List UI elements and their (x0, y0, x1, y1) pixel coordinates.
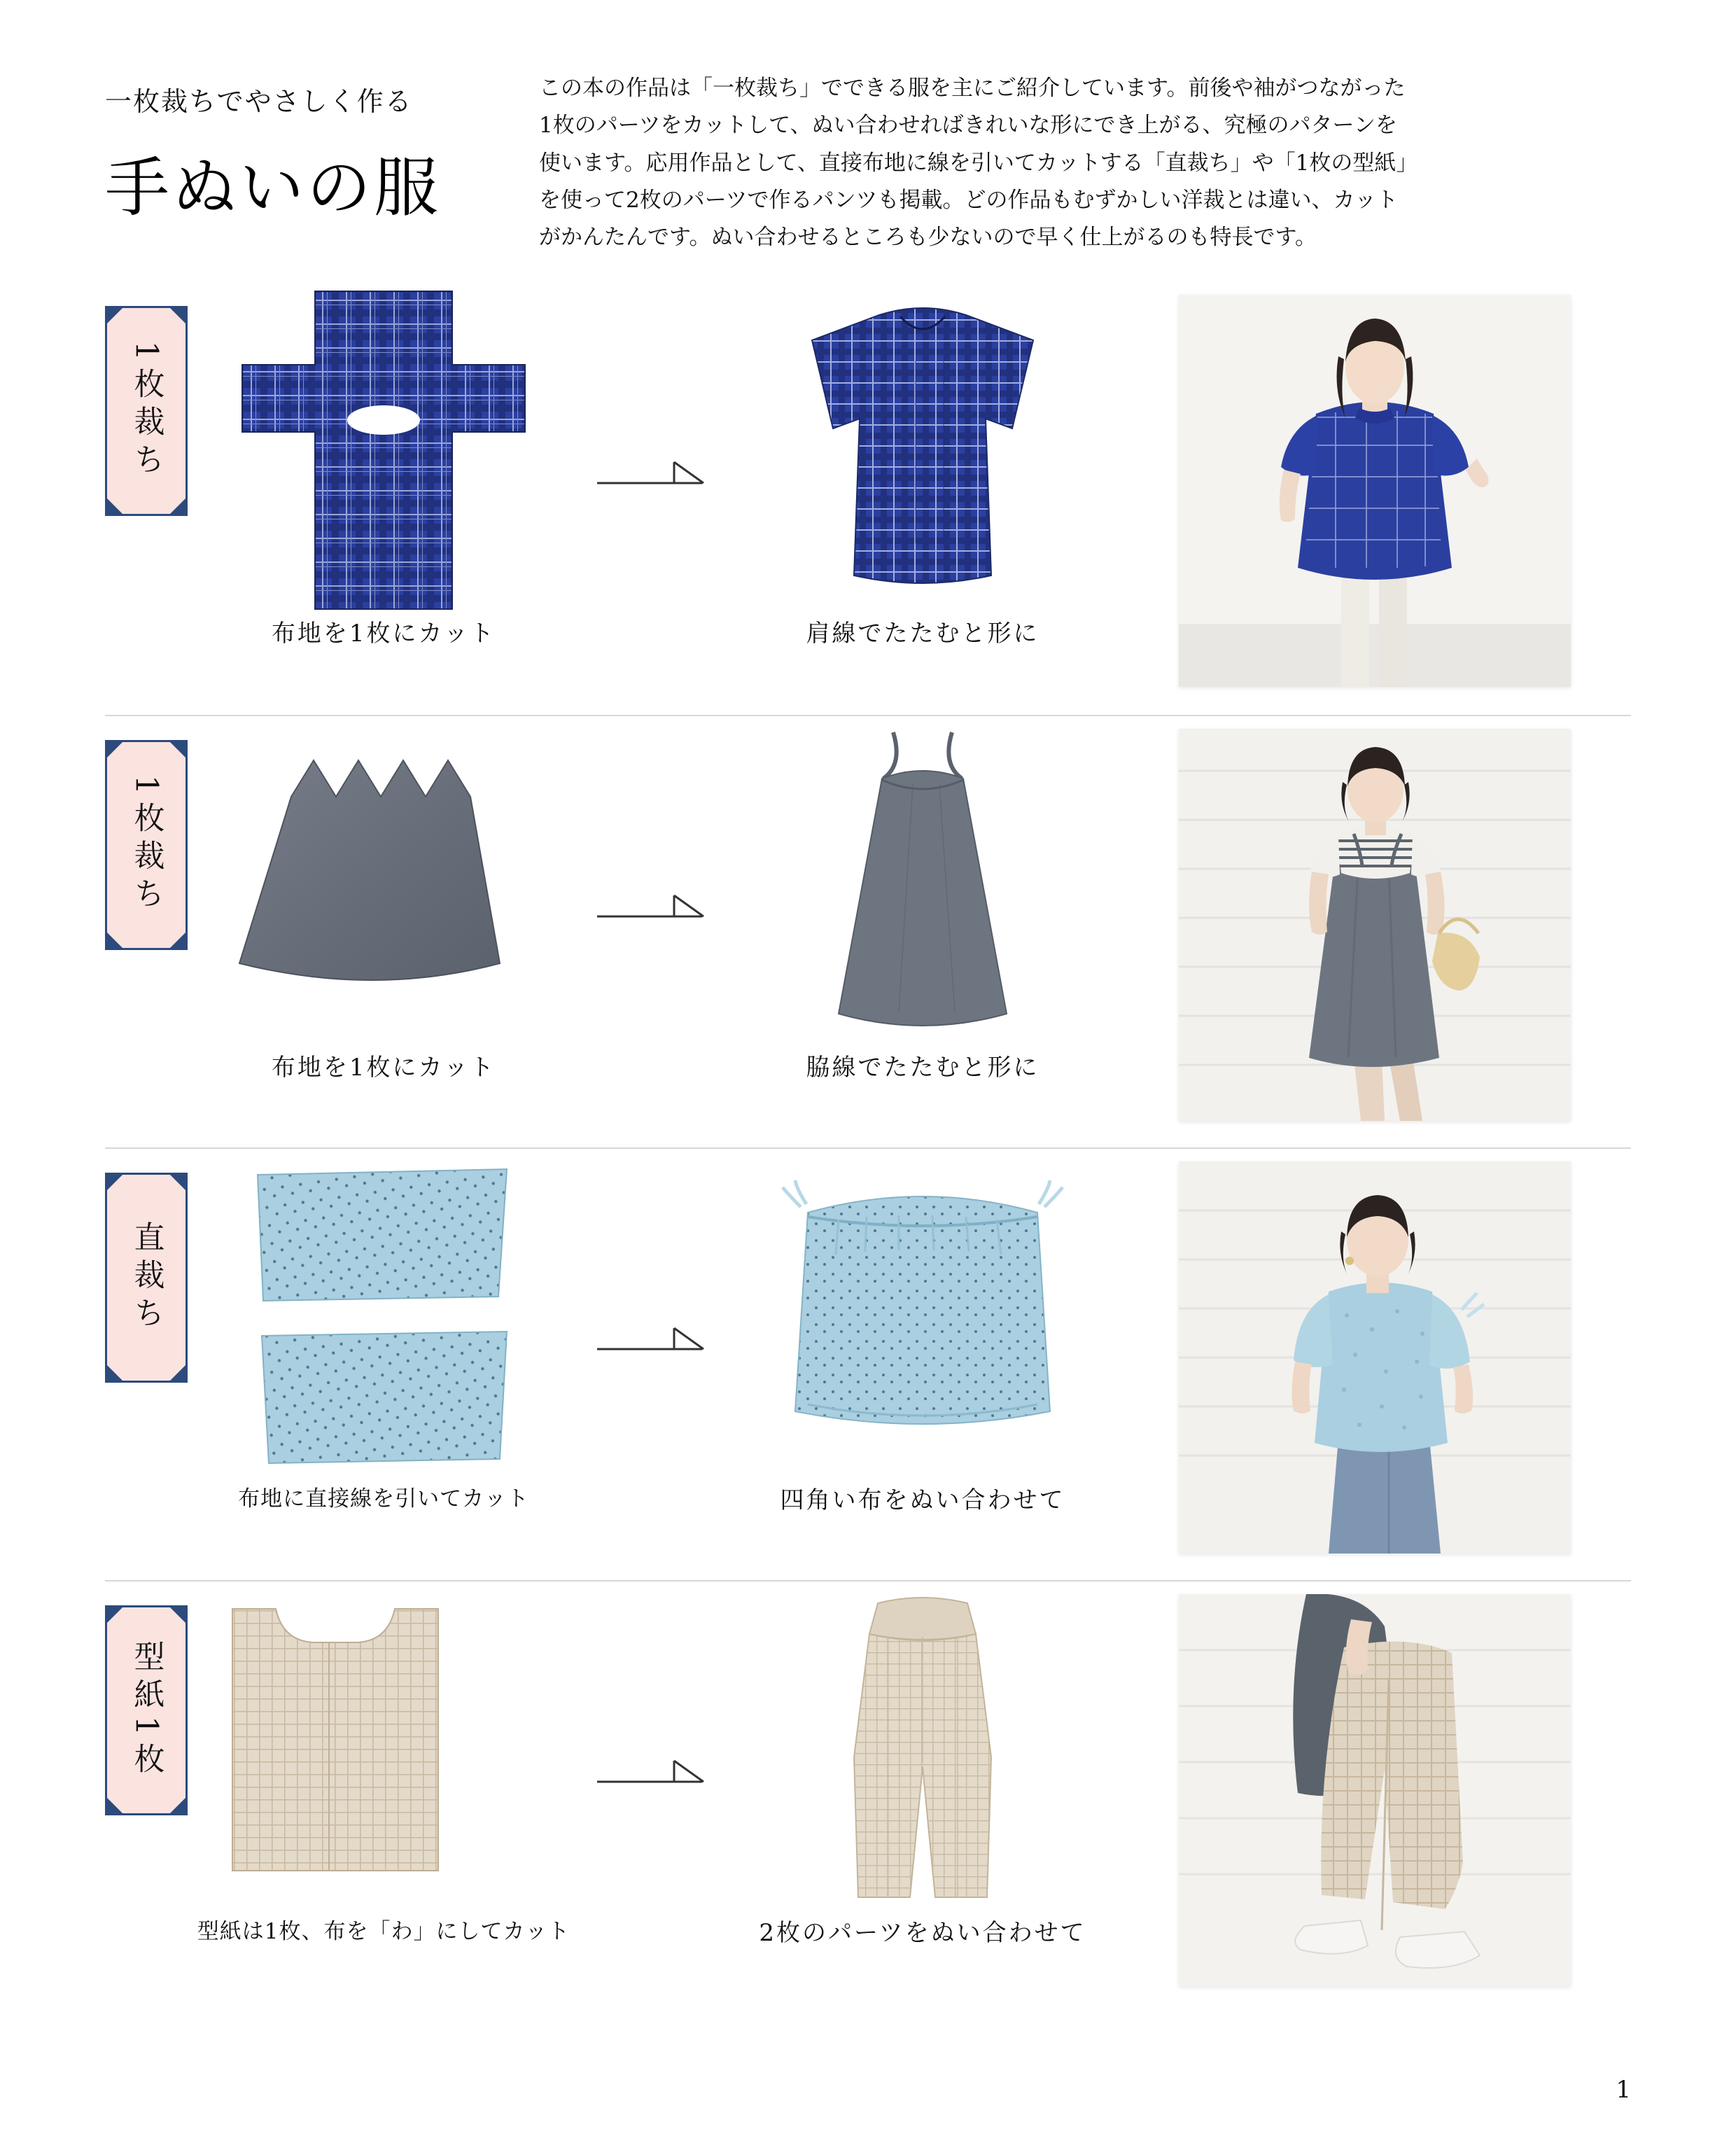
page-title: 手ぬいの服 (105, 151, 442, 225)
sewn-garment-caption: 四角い布をぬい合わせて (780, 1486, 1065, 1514)
sewn-garment-cell (727, 1582, 1119, 2013)
corner-ornament-icon (107, 742, 122, 758)
row-tag-label: 直裁ち (128, 1220, 164, 1334)
row-one-pattern-pants (105, 1580, 1631, 2013)
page-subtitle: 一枚裁ちでやさしく作る (105, 86, 413, 117)
corner-ornament-icon (170, 1175, 186, 1190)
corner-ornament-icon (107, 308, 122, 323)
intro-line: 1枚のパーツをカットして、ぬい合わせればきれいな形にでき上がる、究極のパターンを (539, 113, 1397, 139)
plaid-tunic-flat-pattern (237, 282, 531, 611)
flat-pattern-cell (188, 282, 580, 715)
two-blue-rectangles-flat (237, 1149, 531, 1478)
sewn-garment-cell (727, 282, 1119, 715)
flat-pattern-cell (188, 1582, 580, 2013)
row-tag (105, 740, 188, 950)
sewn-garment-caption: 肩線でたたむと形に (806, 619, 1040, 648)
sewn-garment-caption: 脇線でたたむと形に (806, 1053, 1040, 1082)
row-tag-label: 1枚裁ち (128, 774, 164, 915)
corner-ornament-icon (170, 1607, 186, 1623)
arrow-right-icon (597, 890, 709, 932)
title-block (105, 60, 539, 229)
sewn-garment-cell (727, 716, 1119, 1147)
two-beige-pant-pieces-flat (209, 1582, 559, 1911)
arrow-cell (580, 282, 727, 715)
plaid-tunic-sewn (776, 282, 1070, 611)
corner-ornament-icon (170, 498, 186, 514)
arrow-right-icon (597, 456, 709, 498)
flat-pattern-cell (188, 716, 580, 1147)
rows-container (0, 282, 1736, 2013)
row-tag-label: 型紙1枚 (128, 1640, 164, 1780)
corner-ornament-icon (107, 933, 122, 948)
beige-check-wide-pants-sewn (776, 1582, 1070, 1911)
flat-pattern-caption: 布地に直接線を引いてカット (238, 1486, 529, 1512)
arrow-cell (580, 1149, 727, 1580)
photo-cell (1119, 1149, 1631, 1580)
sewn-garment-caption: 2枚のパーツをぬい合わせて (759, 1918, 1086, 1947)
intro-paragraph (539, 60, 1631, 257)
intro-line: 使います。応用作品として、直接布地に線を引いてカットする「直裁ち」や「1枚の型紙」 (539, 150, 1418, 176)
corner-ornament-icon (107, 1175, 122, 1190)
arrow-right-icon (597, 1322, 709, 1364)
sewn-garment-cell (727, 1149, 1119, 1580)
model-wearing-light-blue-blouse (1179, 1161, 1571, 1554)
flat-pattern-caption: 布地を1枚にカット (271, 1053, 496, 1082)
corner-ornament-icon (107, 1798, 122, 1813)
intro-line: を使って2枚のパーツで作るパンツも掲載。どの作品もむずかしい洋裁とは違い、カット (539, 187, 1399, 213)
arrow-cell (580, 716, 727, 1147)
row-tag (105, 1173, 188, 1383)
page-header (0, 0, 1736, 257)
light-blue-gathered-blouse-sewn (762, 1149, 1084, 1478)
corner-ornament-icon (170, 1365, 186, 1381)
flat-pattern-cell (188, 1149, 580, 1580)
corner-ornament-icon (107, 1607, 122, 1623)
gray-camisole-flat-pattern (216, 716, 552, 1045)
flat-pattern-caption: 布地を1枚にカット (271, 619, 496, 648)
row-tag-label: 1枚裁ち (128, 340, 164, 481)
model-wearing-gray-camisole-dress (1179, 729, 1571, 1121)
gray-camisole-dress-sewn (776, 716, 1070, 1045)
row-tag (105, 1605, 188, 1815)
photo-cell (1119, 716, 1631, 1147)
corner-ornament-icon (107, 1365, 122, 1381)
corner-ornament-icon (170, 308, 186, 323)
corner-ornament-icon (170, 933, 186, 948)
corner-ornament-icon (170, 1798, 186, 1813)
row-one-piece-tunic (105, 282, 1631, 715)
flat-pattern-caption: 型紙は1枚、布を「わ」にしてカット (197, 1918, 570, 1944)
corner-ornament-icon (107, 498, 122, 514)
photo-cell (1119, 282, 1631, 715)
row-one-piece-camisole (105, 715, 1631, 1147)
model-wearing-beige-check-pants (1179, 1594, 1571, 1986)
row-straight-cut-blouse (105, 1147, 1631, 1580)
photo-cell (1119, 1582, 1631, 2013)
arrow-right-icon (597, 1755, 709, 1797)
corner-ornament-icon (170, 742, 186, 758)
intro-line: この本の作品は「一枚裁ち」でできる服を主にご紹介しています。前後や袖がつながった (539, 76, 1406, 101)
model-wearing-blue-plaid-tunic (1179, 295, 1571, 687)
row-tag (105, 306, 188, 516)
page-number: 1 (1616, 2076, 1631, 2104)
arrow-cell (580, 1582, 727, 2013)
intro-line: がかんたんです。ぬい合わせるところも少ないので早く仕上がるのも特長です。 (539, 225, 1317, 251)
